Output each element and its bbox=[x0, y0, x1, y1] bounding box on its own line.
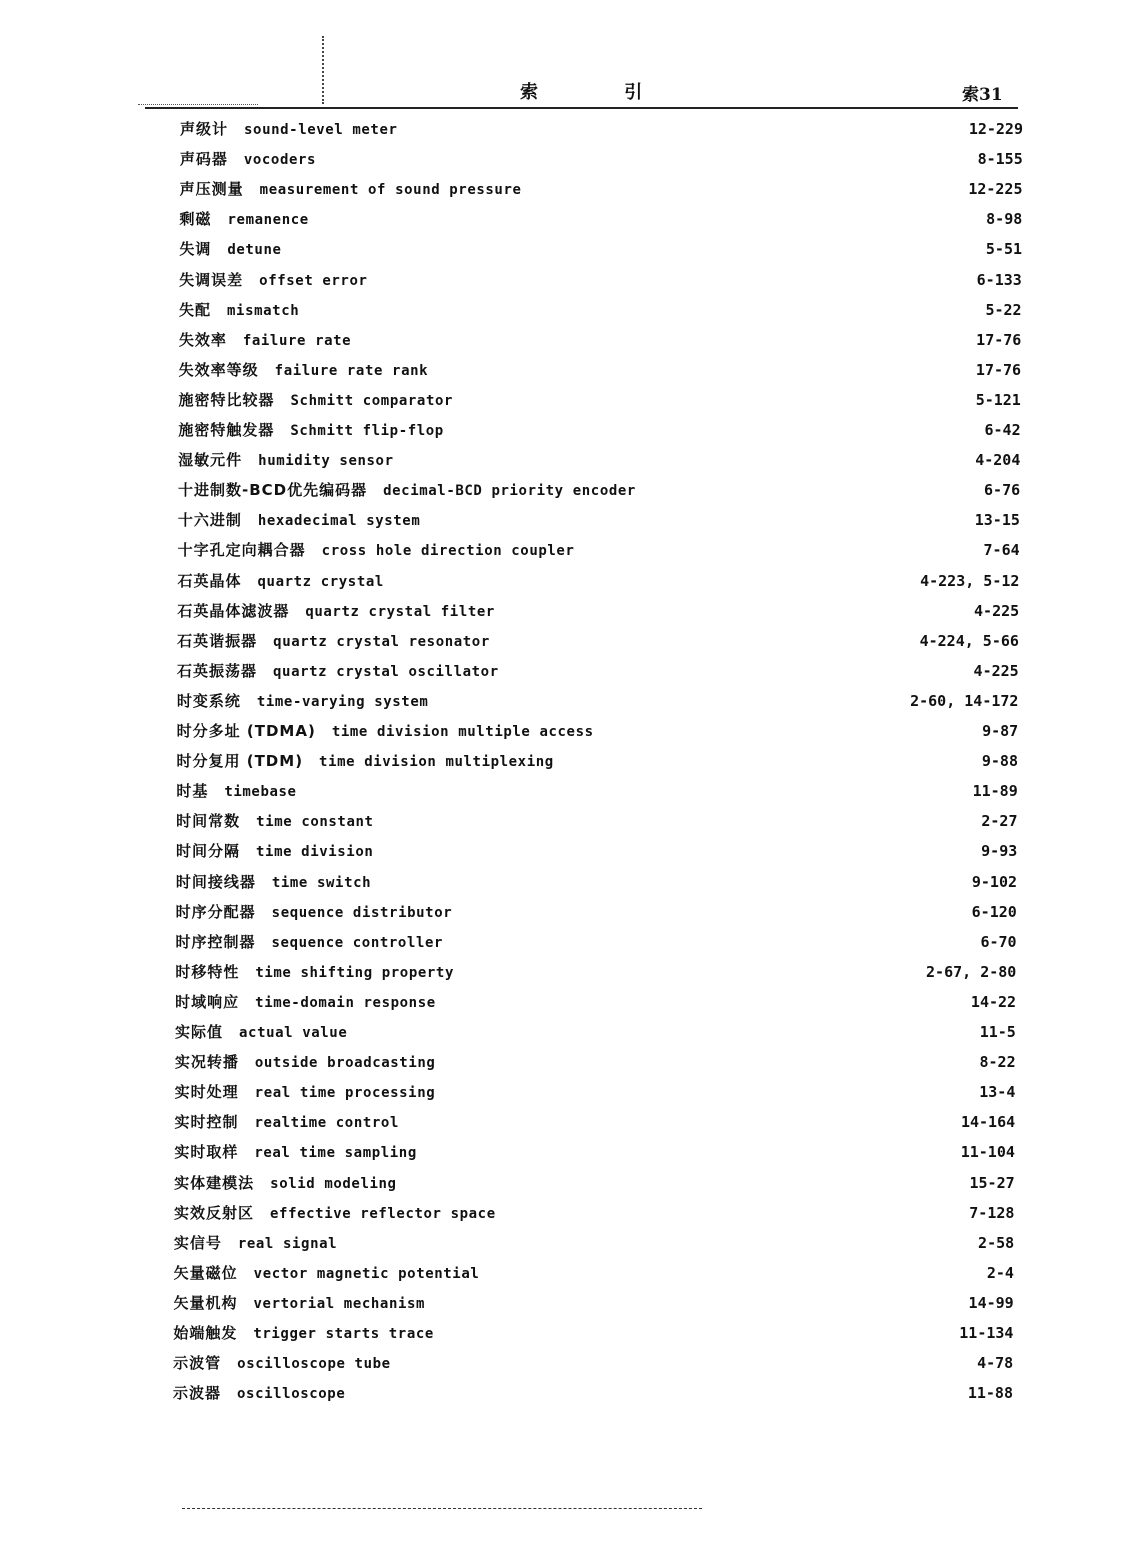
index-entry bbox=[178, 509, 1020, 531]
entry-chinese-term: 声码器 bbox=[179, 150, 228, 169]
entry-page-ref: 9-87 bbox=[982, 722, 1019, 740]
entry-page-ref: 6-120 bbox=[971, 902, 1017, 921]
entry-chinese-term: 时间接线器 bbox=[175, 872, 256, 891]
entry-page-ref: 11-88 bbox=[967, 1384, 1013, 1403]
entry-english-term: sequence distributor bbox=[271, 904, 453, 921]
entry-english-term: mismatch bbox=[227, 302, 300, 319]
entry-page-ref: 8-98 bbox=[986, 210, 1023, 229]
entry-page-ref: 11-89 bbox=[972, 782, 1018, 801]
index-entry bbox=[180, 208, 1023, 230]
entry-english-term: real signal bbox=[237, 1235, 338, 1252]
entry-chinese-term: 时间常数 bbox=[176, 812, 241, 831]
entry-english-term: effective reflector space bbox=[270, 1205, 496, 1222]
index-entry bbox=[174, 1172, 1015, 1194]
entry-english-term: real time processing bbox=[254, 1085, 436, 1102]
entry-page-ref: 5-121 bbox=[975, 390, 1021, 409]
entry-english-term: time division bbox=[256, 844, 374, 861]
entry-page-ref: 4-225 bbox=[974, 601, 1020, 620]
entry-chinese-term: 石英振荡器 bbox=[177, 661, 258, 680]
entry-chinese-term: 失效率 bbox=[178, 330, 227, 349]
index-entry bbox=[175, 1081, 1016, 1103]
entry-english-term: real time sampling bbox=[254, 1145, 417, 1162]
entry-page-ref: 12-225 bbox=[968, 180, 1023, 199]
entry-chinese-term: 时序分配器 bbox=[175, 902, 256, 921]
entry-chinese-term: 实体建模法 bbox=[174, 1173, 255, 1192]
entry-english-term: offset error bbox=[259, 272, 368, 289]
entry-english-term: time-varying system bbox=[256, 693, 429, 710]
entry-english-term: outside broadcasting bbox=[254, 1055, 436, 1072]
entry-chinese-term: 时移特性 bbox=[175, 962, 240, 981]
index-entry bbox=[175, 1111, 1016, 1133]
scan-artifact bbox=[322, 36, 324, 104]
entry-page-ref: 11-134 bbox=[959, 1324, 1014, 1342]
entry-page-ref: 13-15 bbox=[974, 511, 1020, 530]
entry-english-term: quartz crystal resonator bbox=[273, 633, 490, 650]
entry-page-ref: 6-70 bbox=[980, 932, 1017, 951]
entry-english-term: realtime control bbox=[254, 1115, 399, 1132]
entry-chinese-term: 十字孔定向耦合器 bbox=[177, 541, 306, 560]
index-entry bbox=[177, 660, 1019, 682]
index-entry bbox=[176, 840, 1017, 862]
entry-english-term: time constant bbox=[256, 814, 374, 831]
index-entry bbox=[177, 750, 1019, 772]
entry-english-term: Schmitt comparator bbox=[290, 392, 454, 409]
entry-page-ref: 14-164 bbox=[960, 1113, 1016, 1132]
entry-page-ref: 6-76 bbox=[984, 481, 1021, 500]
index-entry bbox=[174, 1292, 1014, 1314]
index-entry bbox=[177, 600, 1019, 622]
entry-page-ref: 4-223, 5-12 bbox=[920, 571, 1020, 590]
entry-english-term: vertorial mechanism bbox=[253, 1295, 426, 1312]
entry-chinese-term: 实况转播 bbox=[174, 1053, 239, 1072]
entry-chinese-term: 始端触发 bbox=[173, 1324, 238, 1342]
entry-chinese-term: 实时处理 bbox=[174, 1083, 239, 1102]
entry-chinese-term: 时基 bbox=[176, 782, 209, 801]
entry-page-ref: 7-128 bbox=[969, 1203, 1015, 1222]
entry-chinese-term: 施密特触发器 bbox=[178, 421, 275, 439]
entry-page-ref: 2-27 bbox=[981, 812, 1018, 831]
entry-page-ref: 15-27 bbox=[969, 1173, 1015, 1192]
index-entry bbox=[179, 269, 1022, 291]
entry-english-term: actual value bbox=[239, 1025, 348, 1041]
index-entry bbox=[173, 1382, 1013, 1404]
entry-english-term: quartz crystal bbox=[257, 573, 384, 590]
entry-page-ref: 11-5 bbox=[979, 1023, 1016, 1041]
entry-english-term: quartz crystal filter bbox=[305, 603, 495, 620]
entry-english-term: hexadecimal system bbox=[257, 513, 421, 530]
entry-chinese-term: 剩磁 bbox=[179, 210, 212, 229]
entry-chinese-term: 实效反射区 bbox=[174, 1203, 255, 1222]
entry-english-term: trigger starts trace bbox=[253, 1326, 434, 1342]
index-entry bbox=[174, 1262, 1014, 1284]
index-entry bbox=[174, 1202, 1014, 1224]
entry-english-term: sound-level meter bbox=[244, 122, 398, 138]
index-entry bbox=[178, 479, 1020, 501]
entry-page-ref: 5-22 bbox=[985, 300, 1022, 319]
entry-page-ref: 4-224, 5-66 bbox=[919, 631, 1019, 650]
index-entry bbox=[178, 449, 1020, 471]
entry-page-ref: 6-42 bbox=[984, 421, 1021, 439]
index-entry bbox=[173, 1322, 1013, 1344]
entry-page-ref: 14-22 bbox=[970, 992, 1017, 1011]
entry-english-term: humidity sensor bbox=[258, 453, 394, 470]
entry-english-term: cross hole direction coupler bbox=[321, 543, 575, 560]
index-entry bbox=[174, 1232, 1014, 1254]
entry-english-term: measurement of sound pressure bbox=[259, 182, 522, 199]
page-title: 索 引 bbox=[520, 82, 683, 103]
index-entry bbox=[173, 1352, 1013, 1374]
entry-chinese-term: 失调误差 bbox=[179, 270, 244, 289]
index-entry bbox=[176, 780, 1017, 802]
entry-page-ref: 4-225 bbox=[973, 661, 1019, 680]
index-entry bbox=[180, 148, 1023, 170]
entry-english-term: time shifting property bbox=[255, 964, 454, 981]
entry-page-ref: 8-22 bbox=[979, 1053, 1016, 1072]
entry-english-term: time division multiplexing bbox=[319, 754, 554, 771]
entry-chinese-term: 示波器 bbox=[173, 1384, 222, 1403]
entry-page-ref: 7-64 bbox=[983, 541, 1020, 560]
header-rule bbox=[145, 107, 1018, 109]
index-entry bbox=[178, 570, 1020, 592]
entry-page-ref: 11-104 bbox=[960, 1143, 1015, 1162]
entry-english-term: vocoders bbox=[243, 152, 317, 169]
entry-chinese-term: 实际值 bbox=[175, 1023, 224, 1041]
index-entry bbox=[177, 720, 1019, 742]
index-entry bbox=[175, 1051, 1016, 1073]
entry-chinese-term: 实信号 bbox=[173, 1233, 222, 1252]
index-entry bbox=[176, 901, 1017, 923]
index-entry bbox=[177, 690, 1019, 712]
index-entry bbox=[175, 991, 1016, 1013]
index-entry bbox=[180, 118, 1023, 140]
page-number: 索31 bbox=[962, 85, 1003, 105]
header-rule-dotted bbox=[138, 104, 258, 105]
entry-chinese-term: 矢量机构 bbox=[173, 1293, 238, 1312]
entry-english-term: failure rate rank bbox=[274, 362, 429, 379]
index-entry bbox=[176, 810, 1017, 832]
entry-chinese-term: 声压测量 bbox=[179, 180, 244, 199]
entry-page-ref: 13-4 bbox=[979, 1083, 1016, 1102]
index-entry bbox=[175, 961, 1016, 983]
entry-english-term: failure rate bbox=[242, 332, 352, 349]
entry-page-ref: 2-60, 14-172 bbox=[910, 691, 1019, 710]
index-entry bbox=[179, 299, 1022, 321]
entry-chinese-term: 十进制数-BCD优先编码器 bbox=[178, 481, 368, 500]
index-entry bbox=[179, 329, 1022, 351]
entry-page-ref: 2-58 bbox=[978, 1233, 1015, 1252]
entry-chinese-term: 时变系统 bbox=[176, 691, 241, 710]
entry-chinese-term: 实时控制 bbox=[174, 1113, 239, 1132]
entry-chinese-term: 时域响应 bbox=[175, 992, 240, 1011]
entry-english-term: time-domain response bbox=[255, 994, 436, 1011]
index-entry bbox=[176, 871, 1017, 893]
entry-page-ref: 14-99 bbox=[968, 1293, 1014, 1312]
entry-english-term: vector magnetic potential bbox=[253, 1265, 480, 1282]
entry-chinese-term: 声级计 bbox=[180, 120, 229, 138]
index-entry bbox=[177, 630, 1019, 652]
entry-english-term: oscilloscope bbox=[237, 1386, 346, 1403]
entry-page-ref: 17-76 bbox=[976, 330, 1022, 349]
entry-english-term: time switch bbox=[271, 874, 372, 891]
footer-rule bbox=[182, 1508, 702, 1509]
entry-page-ref: 2-4 bbox=[986, 1263, 1014, 1282]
entry-chinese-term: 时分复用 (TDM) bbox=[176, 752, 304, 771]
entry-english-term: time division multiple access bbox=[331, 724, 594, 740]
entry-chinese-term: 石英晶体滤波器 bbox=[177, 601, 290, 620]
entry-chinese-term: 失配 bbox=[179, 300, 212, 319]
entry-chinese-term: 十六进制 bbox=[177, 511, 242, 530]
entry-chinese-term: 时间分隔 bbox=[176, 842, 241, 861]
entry-page-ref: 9-93 bbox=[981, 842, 1018, 861]
index-entry bbox=[180, 178, 1023, 200]
entry-english-term: solid modeling bbox=[270, 1175, 397, 1192]
entry-chinese-term: 失效率等级 bbox=[178, 360, 259, 379]
entry-english-term: remanence bbox=[227, 212, 309, 229]
entry-chinese-term: 矢量磁位 bbox=[173, 1263, 238, 1282]
entry-english-term: Schmitt flip-flop bbox=[290, 423, 444, 439]
index-entry bbox=[175, 1021, 1016, 1043]
entry-english-term: oscilloscope tube bbox=[237, 1356, 391, 1373]
entry-english-term: detune bbox=[227, 242, 282, 259]
entry-page-ref: 17-76 bbox=[975, 360, 1022, 379]
entry-page-ref: 12-229 bbox=[968, 120, 1023, 138]
entry-english-term: timebase bbox=[224, 784, 297, 801]
entry-chinese-term: 实时取样 bbox=[174, 1143, 239, 1162]
index-entry bbox=[179, 389, 1021, 411]
entry-chinese-term: 湿敏元件 bbox=[178, 451, 243, 470]
entry-page-ref: 2-67, 2-80 bbox=[926, 962, 1017, 981]
entry-page-ref: 6-133 bbox=[976, 270, 1022, 289]
index-entry bbox=[179, 238, 1022, 260]
entry-page-ref: 9-102 bbox=[971, 872, 1018, 891]
index-entry bbox=[174, 1141, 1015, 1163]
index-entry bbox=[178, 539, 1020, 561]
entry-page-ref: 5-51 bbox=[985, 240, 1023, 259]
entry-chinese-term: 石英谐振器 bbox=[177, 631, 258, 650]
entry-chinese-term: 石英晶体 bbox=[177, 571, 242, 590]
entry-page-ref: 4-78 bbox=[977, 1354, 1014, 1373]
entry-chinese-term: 时序控制器 bbox=[175, 932, 256, 951]
index-entry bbox=[179, 359, 1021, 381]
entry-chinese-term: 示波管 bbox=[173, 1354, 222, 1373]
entry-english-term: quartz crystal oscillator bbox=[273, 663, 499, 680]
entry-page-ref: 9-88 bbox=[981, 752, 1018, 771]
entry-chinese-term: 失调 bbox=[179, 240, 212, 259]
entry-chinese-term: 时分多址 (TDMA) bbox=[176, 722, 316, 740]
entry-page-ref: 4-204 bbox=[975, 451, 1021, 470]
entry-english-term: decimal-BCD priority encoder bbox=[383, 483, 636, 500]
entry-chinese-term: 施密特比较器 bbox=[178, 390, 275, 409]
index-entry bbox=[178, 419, 1020, 441]
entry-english-term: sequence controller bbox=[271, 934, 444, 951]
entry-page-ref: 8-155 bbox=[977, 150, 1023, 169]
index-entry bbox=[176, 931, 1017, 953]
